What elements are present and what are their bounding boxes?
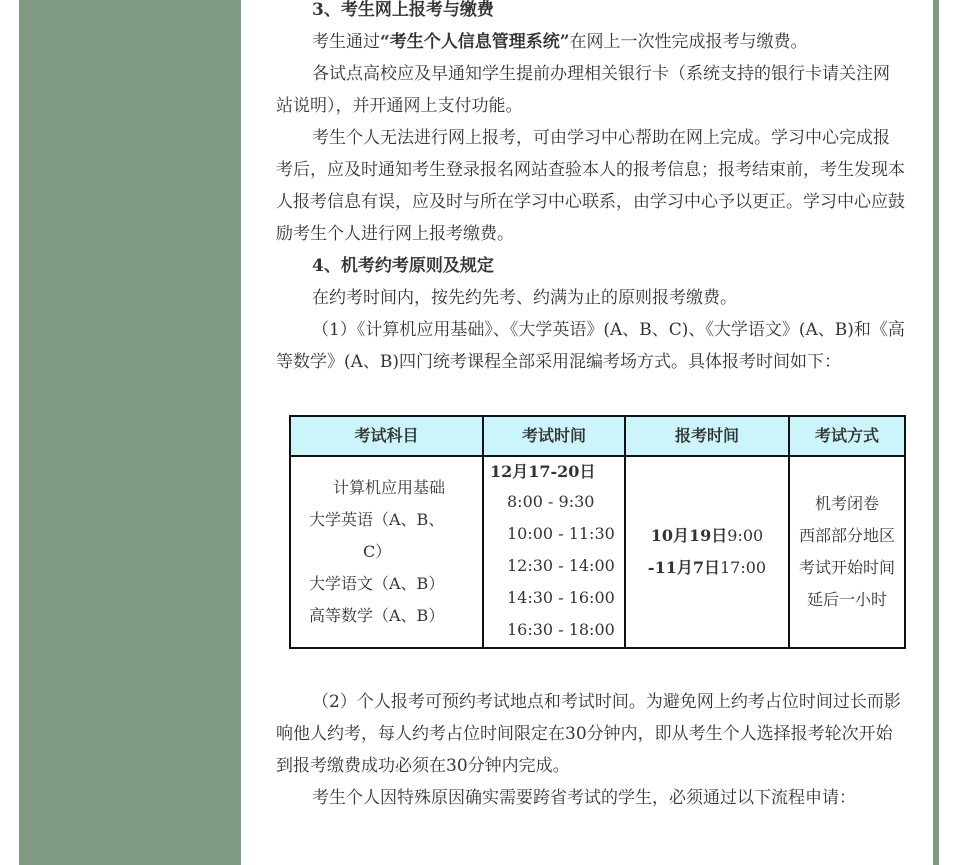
- section4-paragraph-4: 考生个人因特殊原因确实需要跨省考试的学生，必须通过以下流程申请：: [312, 788, 856, 808]
- registration-time-cell: [625, 456, 789, 648]
- system-name: “考生个人信息管理系统”: [380, 32, 570, 52]
- right-border-band: [933, 0, 939, 865]
- date: -11月7日: [647, 558, 720, 577]
- exam-time-cell: [483, 456, 625, 648]
- section3-heading: 3、考生网上报考与缴费: [312, 0, 494, 20]
- section3-paragraph-3: 考生个人无法进行网上报考，可由学习中心帮助在网上完成。学习中心完成报考后，应及时通知考生登录报名网站查验本人的报考信息；报考结束前，考生发现本人报考信息有误，应及时与所在学习中心联系，由学习中心予以更正。学习中心应鼓励考生个人进行网上报考缴费。: [276, 128, 905, 244]
- mode-line: 延后一小时: [806, 590, 887, 609]
- header-exam-mode: 考试方式: [789, 416, 905, 456]
- exam-date: 12月17-20日: [490, 462, 596, 481]
- exam-schedule-table: [289, 415, 906, 649]
- section4-heading: 4、机考约考原则及规定: [312, 256, 494, 276]
- subject: C）: [363, 542, 392, 561]
- subject: 高等数学（A、B）: [309, 606, 445, 625]
- date: 10月19日: [650, 526, 728, 545]
- subject: 计算机应用基础: [333, 478, 446, 497]
- section4-paragraph-3: （2）个人报考可预约考试地点和考试时间。为避免网上约考占位时间过长而影响他人约考，每人约考占位时间限定在30分钟内，即从考生个人选择报考轮次开始到报考缴费成功必须在30分钟内完成。: [276, 692, 901, 776]
- subjects-cell: [290, 456, 483, 648]
- text: 考生通过: [312, 32, 380, 52]
- exam-slot: 8:00 - 9:30: [507, 492, 595, 511]
- header-exam-time: 考试时间: [483, 416, 625, 456]
- section3-paragraph-1: [276, 26, 906, 58]
- article-content: [276, 0, 906, 814]
- mode-line: 西部部分地区: [798, 526, 895, 545]
- subject: 大学语文（A、B）: [309, 574, 445, 593]
- time: 9:00: [727, 526, 764, 545]
- exam-slot: 10:00 - 11:30: [507, 524, 615, 543]
- registration-start: [627, 520, 787, 552]
- time: 17:00: [719, 558, 767, 577]
- exam-mode-cell: [789, 456, 905, 648]
- table-row: [290, 456, 905, 648]
- mode-line: 考试开始时间: [798, 558, 895, 577]
- registration-end: [627, 552, 787, 584]
- header-registration-time: 报考时间: [625, 416, 789, 456]
- section3-paragraph-2: 各试点高校应及早通知学生提前办理相关银行卡（系统支持的银行卡请关注网站说明），并开通网上支付功能。: [276, 64, 890, 116]
- section4-paragraph-1: 在约考时间内，按先约先考、约满为止的原则报考缴费。: [312, 288, 737, 308]
- text: 在网上一次性完成报考与缴费。: [569, 32, 808, 52]
- table-header-row: [290, 416, 905, 456]
- mode-line: 机考闭卷: [814, 494, 879, 513]
- left-sidebar-band: [19, 0, 241, 865]
- exam-slot: 14:30 - 16:00: [507, 588, 615, 607]
- exam-slot: 12:30 - 14:00: [507, 556, 615, 575]
- section4-paragraph-2: （1）《计算机应用基础》、《大学英语》(A、B、C)、《大学语文》(A、B)和《高等数学》(A、B)四门统考课程全部采用混编考场方式。具体报考时间如下：: [276, 320, 905, 372]
- subject: 大学英语（A、B、: [309, 510, 445, 529]
- exam-slot: 16:30 - 18:00: [507, 620, 615, 639]
- header-subject: 考试科目: [290, 416, 483, 456]
